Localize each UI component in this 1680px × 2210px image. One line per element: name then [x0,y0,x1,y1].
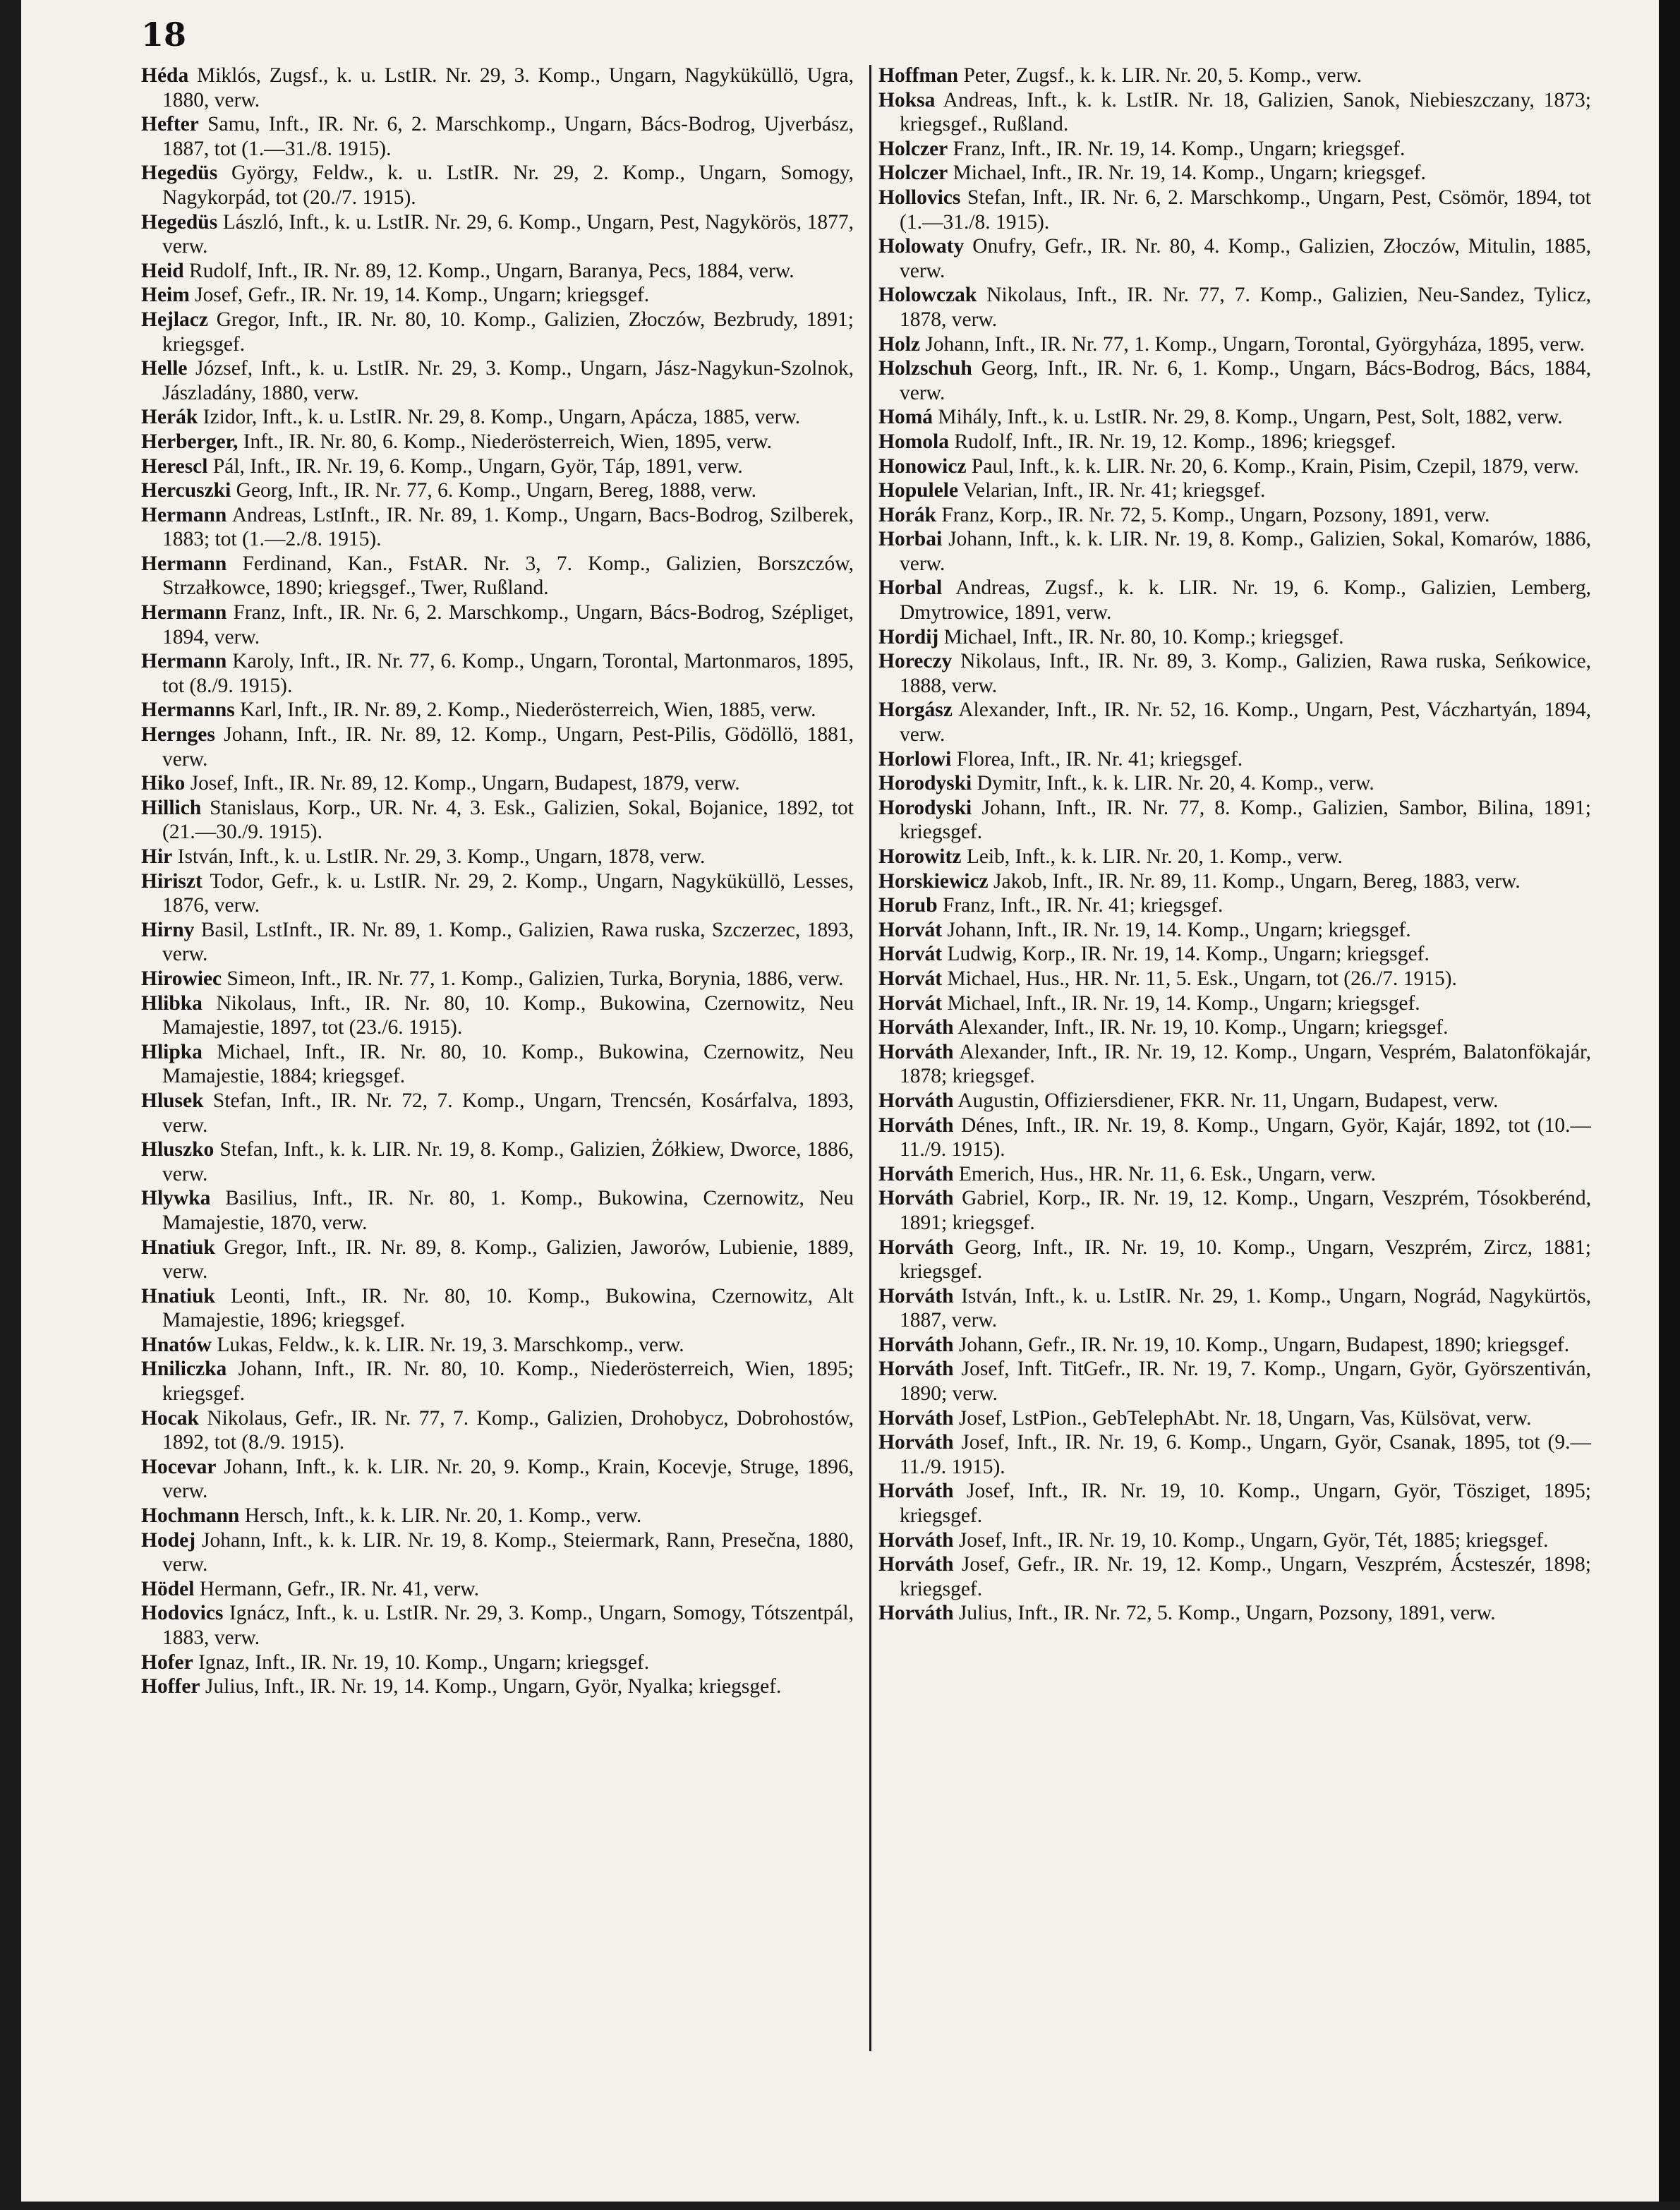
entry-surname: Hiriszt [141,869,203,893]
list-entry [141,1186,854,1235]
list-entry [141,1577,854,1602]
list-entry [141,1601,854,1650]
entry-details: Nikolaus, Inft., IR. Nr. 89, 3. Komp., Galizien, Rawa ruska, Seńkowice, 1888, verw. [900,650,1591,697]
list-entry [878,1186,1591,1235]
entry-details: Nikolaus, Inft., IR. Nr. 77, 7. Komp., Galizien, Neu-Sandez, Tylicz, 1878, verw. [900,284,1591,331]
list-entry [141,1040,854,1089]
entry-surname: Hoksa [878,88,936,111]
list-entry [141,1674,854,1699]
list-entry [878,893,1591,918]
entry-surname: Horowitz [878,845,962,868]
list-entry [141,918,854,967]
entry-surname: Hnatiuk [141,1284,215,1308]
entry-details: Franz, Inft., IR. Nr. 41; kriegsgef. [937,894,1223,917]
entry-details: Rudolf, Inft., IR. Nr. 19, 12. Komp., 1896; kriegsgef. [948,430,1396,453]
entry-details: Hersch, Inft., k. k. LIR. Nr. 20, 1. Komp., verw. [239,1504,642,1528]
entry-surname: Hocevar [141,1455,217,1478]
list-entry [878,625,1591,650]
list-entry [878,356,1591,405]
list-entry [141,1650,854,1675]
entry-surname: Hlibka [141,991,203,1015]
list-entry [141,308,854,356]
entry-surname: Hirny [141,918,195,941]
entry-surname: Horvát [878,943,943,966]
entry-surname: Heid [141,259,184,282]
entry-details: Ignaz, Inft., IR. Nr. 19, 10. Komp., Ungarn; kriegsgef. [193,1650,650,1674]
entry-details: László, Inft., k. u. LstIR. Nr. 29, 6. Komp., Ungarn, Pest, Nagykörös, 1877, verw. [162,210,854,258]
entry-details: Michael, Hus., HR. Nr. 11, 5. Esk., Ungarn, tot (26./7. 1915). [942,967,1457,990]
entry-details: Inft., IR. Nr. 80, 6. Komp., Niederösterreich, Wien, 1895, verw. [238,430,772,453]
entry-surname: Hercuszki [141,479,231,502]
list-entry [141,967,854,991]
list-entry [141,796,854,845]
entry-details: Hermann, Gefr., IR. Nr. 41, verw. [194,1577,480,1600]
entry-details: Augustin, Offiziersdiener, FKR. Nr. 11, Ungarn, Budapest, verw. [953,1089,1499,1112]
entry-surname: Hefter [141,113,199,136]
entry-surname: Horvát [878,918,943,941]
list-entry [878,1552,1591,1601]
list-entry [878,1333,1591,1358]
entry-surname: Horgász [878,699,953,722]
entry-details: Miklós, Zugsf., k. u. LstIR. Nr. 29, 3. Komp., Ungarn, Nagyküküllö, Ugra, 1880, verw. [162,64,854,111]
list-entry [141,1528,854,1577]
entry-details: Alexander, Inft., IR. Nr. 19, 12. Komp., Ungarn, Vesprém, Balatonfökajár, 1878; kriegsgef. [900,1040,1591,1088]
entry-details: Johann, Inft., IR. Nr. 89, 12. Komp., Ungarn, Pest-Pilis, Gödöllö, 1881, verw. [162,723,854,771]
entry-details: Gregor, Inft., IR. Nr. 89, 8. Komp., Galizien, Jaworów, Lubienie, 1889, verw. [162,1236,854,1284]
column-divider [869,65,871,2051]
entry-details: József, Inft., k. u. LstIR. Nr. 29, 3. Komp., Ungarn, Jász-Nagykun-Szolnok, Jászladány, 1880, verw. [162,357,854,404]
list-entry [141,552,854,600]
entry-surname: Horodyski [878,772,972,795]
entry-surname: Hirowiec [141,967,222,990]
entry-details: Franz, Inft., IR. Nr. 6, 2. Marschkomp., Ungarn, Bács-Bodrog, Szépliget, 1894, verw. [162,601,854,648]
list-entry [878,137,1591,162]
list-entry [878,454,1591,479]
entry-details: Ludwig, Korp., IR. Nr. 19, 14. Komp., Ungarn; kriegsgef. [942,943,1430,966]
entry-details: Ignácz, Inft., k. u. LstIR. Nr. 29, 3. Komp., Ungarn, Somogy, Tótszentpál, 1883, verw. [162,1602,854,1649]
entry-details: Gabriel, Korp., IR. Nr. 19, 12. Komp., Ungarn, Veszprém, Tósokberénd, 1891; kriegsgef. [900,1187,1591,1234]
entry-surname: Horvát [878,967,943,990]
entry-surname: Holzschuh [878,357,972,380]
entry-details: Alexander, Inft., IR. Nr. 19, 10. Komp., Ungarn; kriegsgef. [953,1016,1449,1039]
entry-surname: Honowicz [878,454,967,478]
entry-surname: Horváth [878,1089,954,1112]
entry-details: Stanislaus, Korp., UR. Nr. 4, 3. Esk., Galizien, Sokal, Bojanice, 1892, tot (21.—30./9. 1915). [162,796,854,844]
entry-surname: Hlywka [141,1187,211,1210]
list-entry [878,942,1591,967]
entry-surname: Hiko [141,772,186,795]
entry-surname: Horodyski [878,796,972,819]
entry-surname: Holowczak [878,284,977,307]
list-entry [141,454,854,479]
list-entry [878,1284,1591,1333]
list-entry [878,1162,1591,1187]
entry-details: Alexander, Inft., IR. Nr. 52, 16. Komp., Ungarn, Pest, Váczhartyán, 1894, verw. [900,699,1591,747]
entry-surname: Homola [878,430,949,453]
entry-details: Johann, Inft., k. k. LIR. Nr. 19, 8. Komp., Galizien, Sokal, Komarów, 1886, verw. [900,528,1591,575]
entry-details: Michael, Inft., IR. Nr. 19, 14. Komp., Ungarn; kriegsgef. [942,991,1420,1015]
entry-details: Samu, Inft., IR. Nr. 6, 2. Marschkomp., Ungarn, Bács-Bodrog, Ujverbász, 1887, tot (1.—31./8. 1915). [162,113,854,160]
list-entry [141,771,854,796]
entry-surname: Helle [141,357,188,380]
entry-details: Michael, Inft., IR. Nr. 19, 14. Komp., Ungarn; kriegsgef. [948,162,1426,185]
entry-details: Andreas, LstInft., IR. Nr. 89, 1. Komp., Ungarn, Bacs-Bodrog, Szilberek, 1883; tot (1.—2./8. 1915). [162,503,854,551]
list-entry [878,845,1591,869]
entry-surname: Hnatów [141,1333,212,1356]
list-entry [141,112,854,161]
entry-details: Mihály, Inft., k. u. LstIR. Nr. 29, 8. Komp., Ungarn, Pest, Solt, 1882, verw. [933,406,1563,429]
entry-details: Franz, Inft., IR. Nr. 19, 14. Komp., Ungarn; kriegsgef. [948,137,1406,160]
entry-details: Johann, Inft., k. k. LIR. Nr. 20, 9. Komp., Krain, Kocevje, Struge, 1896, verw. [162,1455,854,1503]
entry-surname: Horváth [878,1431,954,1454]
entry-details: György, Feldw., k. u. LstIR. Nr. 29, 2. Komp., Ungarn, Somogy, Nagykorpád, tot (20./7. 1915). [162,162,854,209]
list-entry [878,918,1591,943]
entry-surname: Holczer [878,137,948,160]
entry-details: Josef, Inft., IR. Nr. 19, 10. Komp., Ungarn, Györ, Tét, 1885; kriegsgef. [953,1528,1549,1552]
entry-surname: Hermann [141,503,227,526]
entry-details: Basil, LstInft., IR. Nr. 89, 1. Komp., Galizien, Rawa ruska, Szczerzec, 1893, verw. [162,918,854,966]
list-entry [141,210,854,259]
list-entry [141,478,854,503]
entry-details: Georg, Inft., IR. Nr. 6, 1. Komp., Ungarn, Bács-Bodrog, Bács, 1884, verw. [900,357,1591,404]
entry-details: Leonti, Inft., IR. Nr. 80, 10. Komp., Bukowina, Czernowitz, Alt Mamajestie, 1896; kriegsgef. [162,1284,854,1332]
list-entry [141,1236,854,1284]
list-entry [878,698,1591,747]
list-entry [878,186,1591,234]
list-entry [878,64,1591,88]
entry-details: Basilius, Inft., IR. Nr. 80, 1. Komp., Bukowina, Czernowitz, Neu Mamajestie, 1870, verw. [162,1187,854,1234]
list-entry [141,845,854,869]
list-entry [878,649,1591,698]
entry-surname: Hermann [141,601,227,624]
list-entry [878,1357,1591,1406]
list-entry [141,1089,854,1137]
entry-details: Onufry, Gefr., IR. Nr. 80, 4. Komp., Galizien, Złoczów, Mitulin, 1885, verw. [900,235,1591,282]
entry-surname: Hodej [141,1528,196,1552]
entry-surname: Horváth [878,1284,954,1308]
entry-details: Emerich, Hus., HR. Nr. 11, 6. Esk., Ungarn, verw. [953,1162,1376,1185]
list-entry [878,771,1591,796]
entry-surname: Hejlacz [141,308,208,331]
list-entry [141,649,854,698]
entry-details: Leib, Inft., k. k. LIR. Nr. 20, 1. Komp., verw. [961,845,1343,868]
entry-details: Josef, Gefr., IR. Nr. 19, 14. Komp., Ungarn; kriegsgef. [189,284,650,307]
entry-details: István, Inft., k. u. LstIR. Nr. 29, 1. Komp., Ungarn, Nográd, Nagykürtös, 1887, verw. [900,1284,1591,1332]
entry-details: Johann, Inft., IR. Nr. 80, 10. Komp., Niederösterreich, Wien, 1895; kriegsgef. [162,1358,854,1406]
list-entry [141,1284,854,1333]
entry-surname: Horskiewicz [878,869,989,893]
list-entry [141,405,854,430]
list-entry [141,161,854,210]
entry-surname: Hernges [141,723,215,747]
entry-surname: Horub [878,894,938,917]
entry-details: Johann, Inft., IR. Nr. 77, 1. Komp., Ungarn, Torontal, Györgyháza, 1895, verw. [920,332,1585,356]
entry-surname: Horlowi [878,747,952,771]
entry-details: Josef, LstPion., GebTelephAbt. Nr. 18, Ungarn, Vas, Külsövat, verw. [953,1406,1532,1430]
list-entry [878,88,1591,137]
entry-surname: Horvát [878,991,943,1015]
list-entry [878,503,1591,528]
list-entry [141,283,854,308]
list-entry [878,991,1591,1016]
entry-details: Andreas, Inft., k. k. LstIR. Nr. 18, Galizien, Sanok, Niebieszczany, 1873; kriegsgef., Rußland. [900,88,1591,136]
entry-details: Johann, Inft., IR. Nr. 19, 14. Komp., Ungarn; kriegsgef. [942,918,1411,941]
entry-surname: Heim [141,284,190,307]
entry-surname: Hodovics [141,1602,224,1625]
left-column [141,64,854,1699]
entry-surname: Hir [141,845,173,868]
scan-right-edge [1659,0,1680,2210]
entry-details: Pál, Inft., IR. Nr. 19, 6. Komp., Ungarn, Györ, Táp, 1891, verw. [207,454,743,478]
entry-surname: Hoffer [141,1675,200,1698]
list-entry [878,869,1591,894]
entry-details: Ferdinand, Kan., FstAR. Nr. 3, 7. Komp., Galizien, Borszczów, Strzałkowce, 1890; kriegsgef., Twer, Rußland. [162,552,854,600]
entry-surname: Horbal [878,576,943,600]
entry-details: Gregor, Inft., IR. Nr. 80, 10. Komp., Galizien, Złoczów, Bezbrudy, 1891; kriegsgef. [162,308,854,356]
entry-surname: Hopulele [878,479,959,502]
list-entry [141,869,854,918]
entry-surname: Hluszko [141,1138,214,1161]
entry-surname: Horváth [878,1162,954,1185]
entry-details: Johann, Inft., IR. Nr. 77, 8. Komp., Galizien, Sambor, Bilina, 1891; kriegsgef. [900,796,1591,844]
entry-details: Velarian, Inft., IR. Nr. 41; kriegsgef. [958,479,1266,502]
right-column [878,64,1591,1626]
list-entry [878,796,1591,845]
entry-surname: Horváth [878,1113,954,1137]
entry-details: Simeon, Inft., IR. Nr. 77, 1. Komp., Galizien, Turka, Borynia, 1886, verw. [222,967,844,990]
entry-details: Izidor, Inft., k. u. LstIR. Nr. 29, 8. Komp., Ungarn, Apácza, 1885, verw. [198,406,801,429]
scan-bottom-edge [0,2202,1680,2210]
list-entry [878,283,1591,332]
entry-details: Julius, Inft., IR. Nr. 72, 5. Komp., Ungarn, Pozsony, 1891, verw. [953,1602,1496,1625]
list-entry [141,698,854,723]
entry-surname: Hermann [141,650,227,673]
page-number: 18 [141,16,187,54]
entry-details: Karl, Inft., IR. Nr. 89, 2. Komp., Niederösterreich, Wien, 1885, verw. [234,699,816,722]
entry-surname: Horváth [878,1406,954,1430]
list-entry [878,1528,1591,1553]
entry-surname: Hollovics [878,186,961,209]
entry-surname: Horváth [878,1333,954,1356]
entry-surname: Hoffman [878,64,959,87]
list-entry [878,234,1591,283]
entry-details: Josef, Inft., IR. Nr. 19, 6. Komp., Ungarn, Györ, Csanak, 1895, tot (9.—11./9. 1915). [900,1431,1591,1478]
entry-surname: Hillich [141,796,202,819]
entry-details: István, Inft., k. u. LstIR. Nr. 29, 3. Komp., Ungarn, 1878, verw. [172,845,706,868]
entry-details: Josef, Inft., IR. Nr. 19, 10. Komp., Ungarn, Györ, Tösziget, 1895; kriegsgef. [900,1480,1591,1528]
entry-details: Peter, Zugsf., k. k. LIR. Nr. 20, 5. Komp., verw. [958,64,1362,87]
list-entry [141,64,854,112]
entry-details: Dymitr, Inft., k. k. LIR. Nr. 20, 4. Komp., verw. [972,772,1374,795]
list-entry [878,405,1591,430]
entry-surname: Horváth [878,1553,954,1576]
entry-details: Nikolaus, Inft., IR. Nr. 80, 10. Komp., Bukowina, Czernowitz, Neu Mamajestie, 1897, tot (23./6. 1915). [162,991,854,1039]
list-entry [878,1601,1591,1626]
list-entry [878,1236,1591,1284]
list-entry [141,503,854,552]
list-entry [878,527,1591,576]
list-entry [878,1113,1591,1162]
list-entry [878,1040,1591,1089]
entry-surname: Horák [878,503,936,526]
list-entry [878,1406,1591,1431]
list-entry [141,991,854,1040]
entry-surname: Horváth [878,1480,954,1503]
entry-surname: Herberger, [141,430,238,453]
list-entry [141,600,854,649]
entry-details: Johann, Gefr., IR. Nr. 19, 10. Komp., Ungarn, Budapest, 1890; kriegsgef. [953,1333,1570,1356]
entry-surname: Homá [878,406,933,429]
list-entry [141,1455,854,1504]
entry-surname: Hermann [141,552,227,575]
entry-surname: Hermanns [141,699,235,722]
entry-details: Dénes, Inft., IR. Nr. 19, 8. Komp., Ungarn, Györ, Kajár, 1892, tot (10.—11./9. 1915). [900,1113,1591,1161]
entry-surname: Horváth [878,1236,954,1259]
list-entry [141,1406,854,1455]
entry-surname: Horváth [878,1358,954,1381]
entry-details: Josef, Inft., IR. Nr. 89, 12. Komp., Ungarn, Budapest, 1879, verw. [185,772,740,795]
entry-details: Josef, Inft. TitGefr., IR. Nr. 19, 7. Komp., Ungarn, Györ, Györszentiván, 1890; verw. [900,1358,1591,1406]
list-entry [141,1357,854,1406]
entry-surname: Hlipka [141,1040,203,1063]
entry-surname: Horbai [878,528,943,551]
entry-surname: Holczer [878,162,948,185]
list-entry [878,1479,1591,1528]
list-entry [141,430,854,454]
entry-details: Stefan, Inft., IR. Nr. 72, 7. Komp., Ungarn, Trencsén, Kosárfalva, 1893, verw. [162,1089,854,1137]
entry-surname: Hochmann [141,1504,240,1528]
entry-details: Rudolf, Inft., IR. Nr. 89, 12. Komp., Ungarn, Baranya, Pecs, 1884, verw. [183,259,794,282]
entry-surname: Hofer [141,1650,193,1674]
entry-surname: Hegedüs [141,162,218,185]
entry-surname: Horváth [878,1528,954,1552]
entry-details: Jakob, Inft., IR. Nr. 89, 11. Komp., Ungarn, Bereg, 1883, verw. [988,869,1521,893]
entry-details: Josef, Gefr., IR. Nr. 19, 12. Komp., Ungarn, Veszprém, Ácsteszér, 1898; kriegsgef. [900,1553,1591,1600]
list-entry [878,747,1591,772]
entry-surname: Horváth [878,1602,954,1625]
entry-surname: Herák [141,406,198,429]
list-entry [878,1015,1591,1040]
entry-surname: Hocak [141,1406,199,1430]
entry-details: Johann, Inft., k. k. LIR. Nr. 19, 8. Komp., Steiermark, Rann, Presečna, 1880, verw. [162,1528,854,1576]
entry-details: Karoly, Inft., IR. Nr. 77, 6. Komp., Ungarn, Torontal, Martonmaros, 1895, tot (8./9. 1915). [162,650,854,697]
entry-surname: Hnatiuk [141,1236,215,1259]
list-entry [141,1333,854,1358]
list-entry [141,1504,854,1528]
list-entry [878,967,1591,991]
entry-surname: Hlusek [141,1089,204,1112]
entry-surname: Héda [141,64,189,87]
list-entry [141,259,854,284]
entry-surname: Horváth [878,1187,954,1210]
list-entry [141,1137,854,1186]
entry-details: Stefan, Inft., IR. Nr. 6, 2. Marschkomp., Ungarn, Pest, Csömör, 1894, tot (1.—31./8. 1915). [900,186,1591,234]
entry-details: Georg, Inft., IR. Nr. 19, 10. Komp., Ungarn, Veszprém, Zircz, 1881; kriegsgef. [900,1236,1591,1284]
entry-surname: Horváth [878,1040,954,1063]
list-entry [878,1430,1591,1479]
entry-surname: Horváth [878,1016,954,1039]
list-entry [878,161,1591,186]
entry-details: Michael, Inft., IR. Nr. 80, 10. Komp.; kriegsgef. [938,625,1344,648]
entry-surname: Hordij [878,625,939,648]
entry-details: Todor, Gefr., k. u. LstIR. Nr. 29, 2. Komp., Ungarn, Nagyküküllö, Lesses, 1876, verw. [162,869,854,917]
list-entry [141,723,854,771]
entry-surname: Hegedüs [141,210,218,234]
entry-details: Michael, Inft., IR. Nr. 80, 10. Komp., Bukowina, Czernowitz, Neu Mamajestie, 1884; kriegsgef. [162,1040,854,1088]
list-entry [878,1089,1591,1113]
entry-details: Franz, Korp., IR. Nr. 72, 5. Komp., Ungarn, Pozsony, 1891, verw. [936,503,1490,526]
list-entry [878,478,1591,503]
entry-details: Stefan, Inft., k. k. LIR. Nr. 19, 8. Komp., Galizien, Żółkiew, Dworce, 1886, verw. [162,1138,854,1185]
entry-surname: Holowaty [878,235,965,258]
entry-details: Florea, Inft., IR. Nr. 41; kriegsgef. [951,747,1243,771]
entry-surname: Hödel [141,1577,195,1600]
entry-details: Nikolaus, Gefr., IR. Nr. 77, 7. Komp., Galizien, Drohobycz, Dobrohostów, 1892, tot (8./9. 1915). [162,1406,854,1454]
entry-details: Andreas, Zugsf., k. k. LIR. Nr. 19, 6. Komp., Galizien, Lemberg, Dmytrowice, 1891, verw. [900,576,1591,624]
list-entry [878,332,1591,357]
entry-details: Julius, Inft., IR. Nr. 19, 14. Komp., Ungarn, Györ, Nyalka; kriegsgef. [200,1675,782,1698]
list-entry [141,356,854,405]
entry-details: Lukas, Feldw., k. k. LIR. Nr. 19, 3. Marschkomp., verw. [211,1333,684,1356]
scan-left-edge [0,0,21,2210]
entry-surname: Herescl [141,454,208,478]
entry-surname: Horeczy [878,650,953,673]
list-entry [878,576,1591,624]
list-entry [878,430,1591,454]
entry-surname: Holz [878,332,920,356]
entry-surname: Hniliczka [141,1358,227,1381]
entry-details: Georg, Inft., IR. Nr. 77, 6. Komp., Ungarn, Bereg, 1888, verw. [231,479,757,502]
entry-details: Paul, Inft., k. k. LIR. Nr. 20, 6. Komp., Krain, Pisim, Czepil, 1879, verw. [966,454,1579,478]
